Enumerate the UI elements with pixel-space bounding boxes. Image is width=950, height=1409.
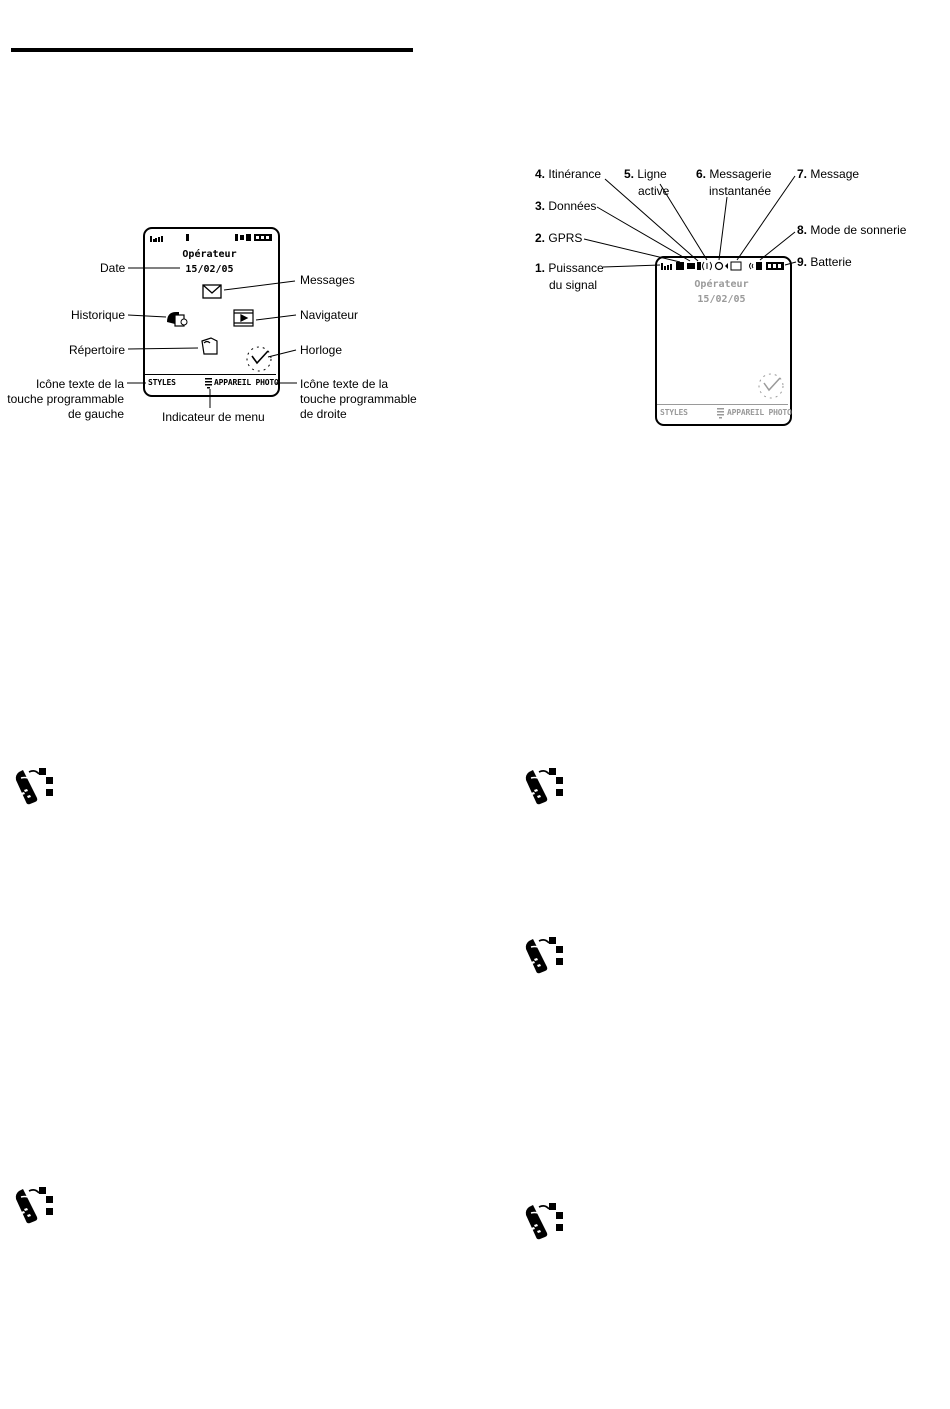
label-menu-indicator: Indicateur de menu <box>162 410 265 424</box>
callout-3: 3. Données <box>535 199 597 213</box>
right-soft-key-label[interactable]: APPAREIL PHOTO <box>214 378 279 387</box>
tip-phone-icon <box>526 937 563 973</box>
callout-1-line2: du signal <box>549 278 598 292</box>
label-left-soft-key-icon: Icône texte de la touche programmable de gauche <box>7 377 124 421</box>
tip-phone-icon <box>16 768 53 804</box>
tip-phone-icon <box>16 1187 53 1223</box>
screen-date: 15/02/05 <box>185 264 234 275</box>
callout-8: 8. Mode de sonnerie <box>797 223 907 237</box>
callout-6: 6. Messagerie <box>696 167 772 181</box>
label-navigateur: Navigateur <box>300 308 359 322</box>
callout-2: 2. GPRS <box>535 231 583 245</box>
label-date: Date <box>100 261 126 275</box>
callout-5: 5. Ligne <box>624 167 667 181</box>
callout-5-line2: active <box>638 184 670 198</box>
callout-6-line2: instantanée <box>709 184 772 198</box>
callout-4: 4. Itinérance <box>535 167 602 181</box>
screen-operator: Opérateur <box>182 249 237 260</box>
label-right-soft-key-icon: Icône texte de la touche programmable de droite <box>300 377 417 421</box>
right-soft-key-label-faded: APPAREIL PHOTO <box>727 408 792 417</box>
callout-7: 7. Message <box>797 167 860 181</box>
label-horloge: Horloge <box>300 343 343 357</box>
label-repertoire: Répertoire <box>69 343 126 357</box>
screen-date-faded: 15/02/05 <box>697 294 746 305</box>
label-historique: Historique <box>71 308 126 322</box>
label-messages: Messages <box>300 273 355 287</box>
callout-9: 9. Batterie <box>797 255 852 269</box>
tip-phone-icon <box>526 1203 563 1239</box>
callout-1: 1. Puissance <box>535 261 604 275</box>
screen-operator-faded: Opérateur <box>694 279 749 290</box>
left-soft-key-label[interactable]: STYLES <box>148 378 176 387</box>
tip-phone-icon <box>526 768 563 804</box>
left-soft-key-label-faded: STYLES <box>660 408 688 417</box>
